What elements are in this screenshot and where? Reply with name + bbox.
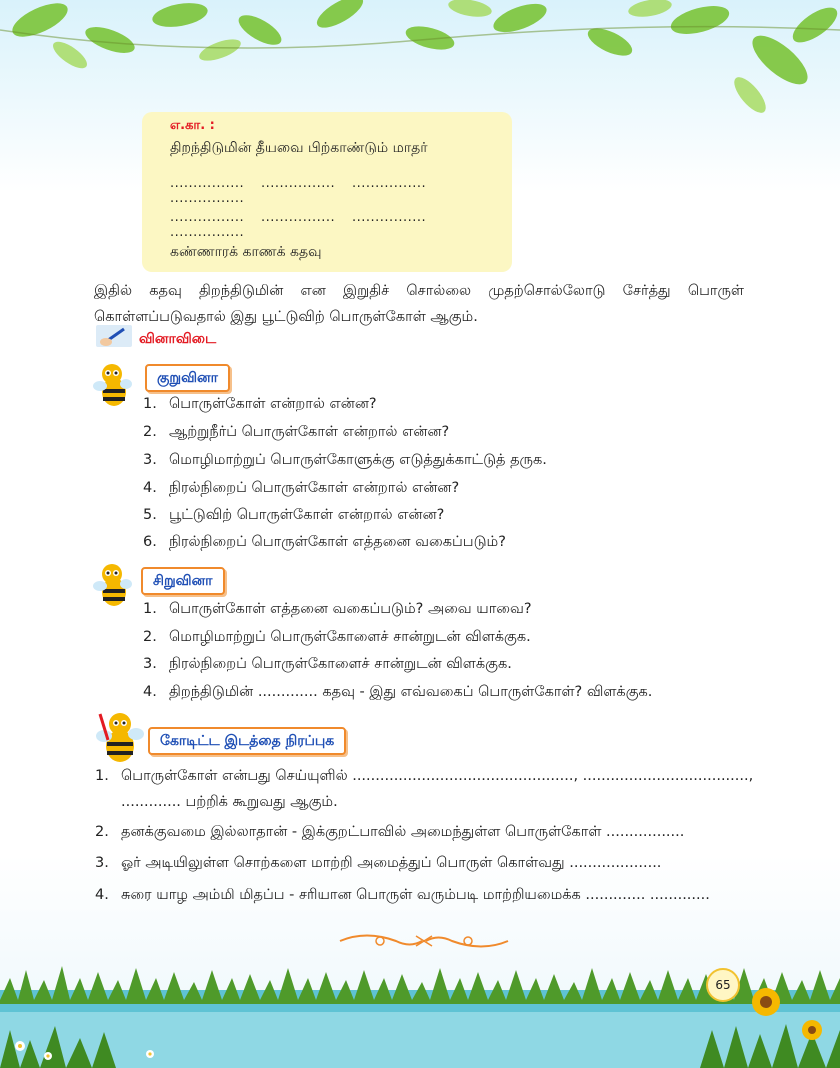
small-questions-title: சிறுவினா <box>141 567 225 595</box>
example-line-1: திறந்திடுமின் தீயவை பிற்காண்டும் மாதர் <box>170 140 428 156</box>
small-question-2: 2. மொழிமாற்றுப் பொருள்கோளைச் சான்றுடன் விளக்குக. <box>143 629 531 645</box>
ornament-divider <box>336 928 512 954</box>
fill-blank-1: 1. பொருள்கோள் என்பது செய்யுளில் ................................................, ...................................., <box>95 768 754 784</box>
small-question-1: 1. பொருள்கோள் எத்தனை வகைப்படும்? அவை யாவை? <box>143 601 532 617</box>
short-question-4: 4. நிரல்நிறைப் பொருள்கோள் என்றால் என்ன? <box>143 480 460 496</box>
example-label: எ.கா. : <box>170 118 215 133</box>
example-dots-row-1: ................ ................ ................................ <box>170 176 427 206</box>
short-question-6: 6. நிரல்நிறைப் பொருள்கோள் எத்தனை வகைப்படும்? <box>143 534 506 550</box>
short-question-5: 5. பூட்டுவிற் பொருள்கோள் என்றால் என்ன? <box>143 507 445 523</box>
small-question-4: 4. திறந்திடுமின் ............. கதவு - இது எவ்வகைப் பொருள்கோள்? விளக்குக. <box>143 684 653 700</box>
fill-blank-2: 2. தனக்குவமை இல்லாதான் - இக்குறட்பாவில் அமைந்துள்ள பொருள்கோள் ................. <box>95 824 685 840</box>
example-dots-row-2: ................ ................ ................................ <box>170 210 427 240</box>
example-line-last: கண்ணாரக் காணக் கதவு <box>170 244 322 260</box>
writing-hand-icon <box>96 325 132 347</box>
bee-icon <box>92 562 132 608</box>
fill-blank-1-continued: ............. பற்றிக் கூறுவது ஆகும். <box>121 794 338 810</box>
leaves-decoration <box>0 0 840 120</box>
short-question-3: 3. மொழிமாற்றுப் பொருள்கோளுக்கு எடுத்துக்காட்டுத் தருக. <box>143 452 547 468</box>
page-number: 65 <box>706 968 740 1002</box>
small-question-3: 3. நிரல்நிறைப் பொருள்கோளைச் சான்றுடன் விளக்குக. <box>143 656 512 672</box>
section-title: வினாவிடை <box>139 331 217 347</box>
bee-icon <box>92 362 132 408</box>
fill-blanks-title: கோடிட்ட இடத்தை நிரப்புக <box>148 727 346 755</box>
example-box <box>142 112 512 272</box>
bee-with-pencil-icon <box>94 710 146 766</box>
fill-blank-3: 3. ஓர் அடியிலுள்ள சொற்களை மாற்றி அமைத்துப் பொருள் கொள்வது .................... <box>95 855 662 871</box>
explanation-paragraph: இதில் கதவு திறந்திடுமின் என இறுதிச் சொல்லை முதற்சொல்லோடு சேர்த்து பொருள் கொள்ளப்படுவதால் இது பூட்டுவிற் பொருள்கோள் ஆகும். <box>94 283 744 325</box>
short-questions-title: குறுவினா <box>145 364 230 392</box>
fill-blank-4: 4. சுரை யாழ அம்மி மிதப்ப - சரியான பொருள் வரும்படி மாற்றியமைக்க ............. ............. <box>95 887 710 903</box>
short-question-1: 1. பொருள்கோள் என்றால் என்ன? <box>143 396 377 412</box>
short-question-2: 2. ஆற்றுநீர்ப் பொருள்கோள் என்றால் என்ன? <box>143 424 450 440</box>
